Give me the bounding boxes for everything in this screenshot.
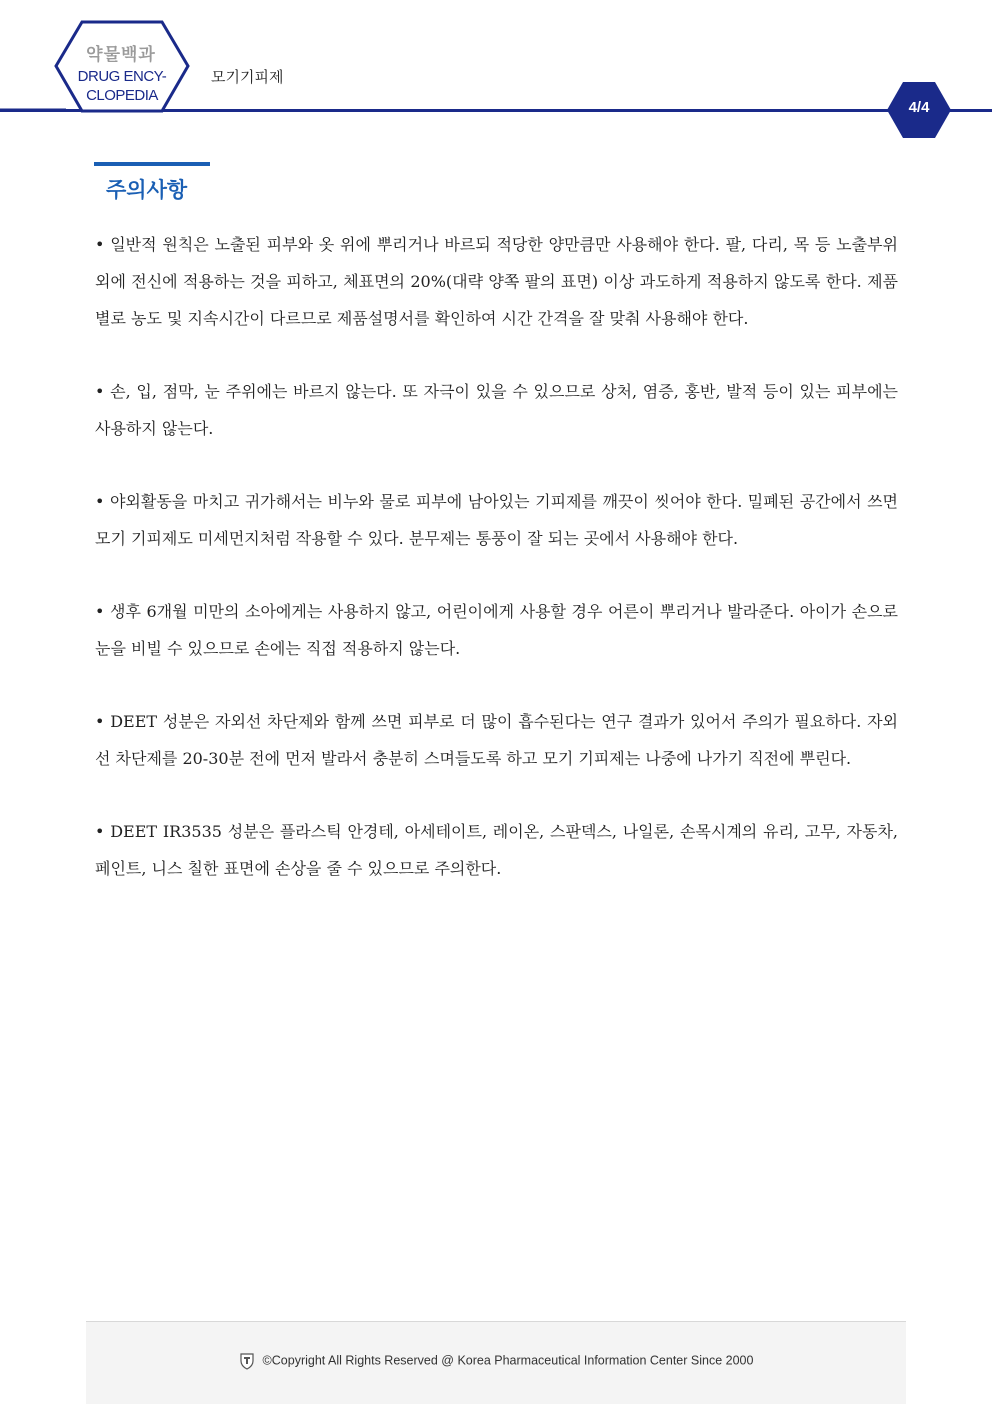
paragraph-general-principle: • 일반적 원칙은 노출된 피부와 옷 위에 뿌리거나 바르되 적당한 양만큼만 사용해야 한다. 팔, 다리, 목 등 노출부위 외에 전신에 적용하는 것을 피하고, 체표면의 20%(대략 양쪽 팔의 표면) 이상 과도하게 적용하지 않도록 한다. 제품별로 농도 및 지속시간이 다르므로 제품설명서를 확인하여 시간 간격을 잘 맞춰 사용해야 한다. [95,235,898,328]
footer-copyright-text: ©Copyright All Rights Reserved @ Korea Pharmaceutical Information Center Since 2000 [262,1353,754,1368]
logo-english-line1: DRUG ENCY- [77,68,167,85]
section-accent-bar [94,162,210,166]
paragraph-material-damage: • DEET IR3535 성분은 플라스틱 안경테, 아세테이트, 레이온, 스판덱스, 나일론, 손목시계의 유리, 고무, 자동차, 페인트, 니스 칠한 표면에 손상을 줄 수 있으므로 주의한다. [95,822,898,878]
paragraph-sunscreen: • DEET 성분은 자외선 차단제와 함께 쓰면 피부로 더 많이 흡수된다는 연구 결과가 있어서 주의가 필요하다. 자외선 차단제를 20-30분 전에 먼저 발라서 충분히 스며들도록 하고 모기 기피제는 나중에 나가기 직전에 뿌린다. [95,712,898,768]
page-indicator: 4/4 [908,99,930,116]
content-body [95,226,898,923]
section-title: 주의사항 [106,178,188,202]
paragraph-children: • 생후 6개월 미만의 소아에게는 사용하지 않고, 어린이에게 사용할 경우 어른이 뿌리거나 발라준다. 아이가 손으로 눈을 비빌 수 있으므로 손에는 직접 적용하지 않는다. [95,602,898,658]
crest-icon [239,1352,255,1370]
paragraph-wash-after: • 야외활동을 마치고 귀가해서는 비누와 물로 피부에 남아있는 기피제를 깨끗이 씻어야 한다. 밀폐된 공간에서 쓰면 모기 기피제도 미세먼지처럼 작용할 수 있다. 분무제는 통풍이 잘 되는 곳에서 사용해야 한다. [95,492,898,548]
logo-english-text [74,67,170,105]
footer [86,1321,906,1404]
paragraph-avoid-areas: • 손, 입, 점막, 눈 주위에는 바르지 않는다. 또 자극이 있을 수 있으므로 상처, 염증, 홍반, 발적 등이 있는 피부에는 사용하지 않는다. [95,382,898,438]
document-title: 모기기피제 [211,68,284,86]
footer-copyright-row [86,1352,906,1370]
logo-korean-text: 약물백과 [86,45,156,65]
logo-english-line2: CLOPEDIA [86,87,158,104]
